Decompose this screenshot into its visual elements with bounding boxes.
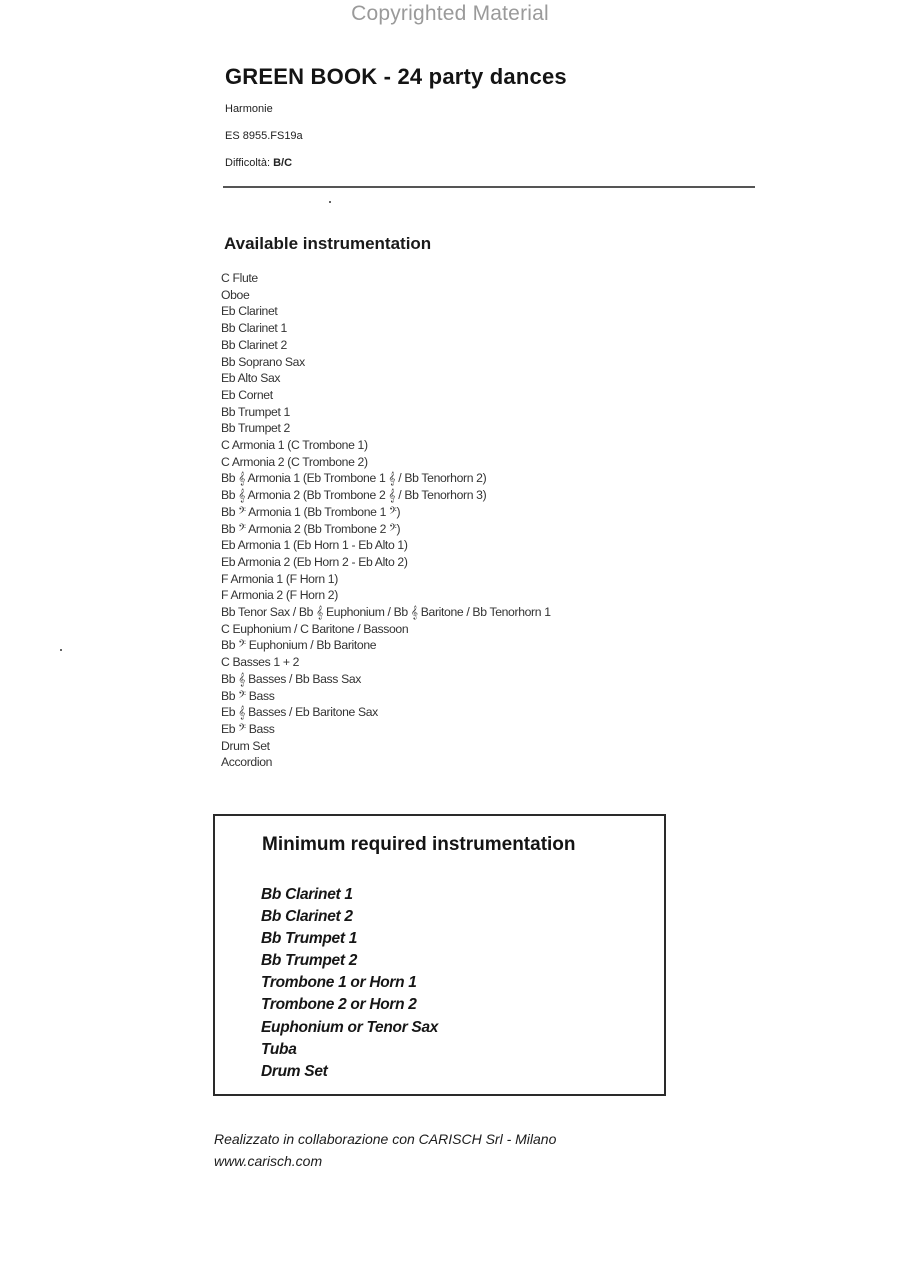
required-instrument-item: Drum Set (261, 1062, 328, 1080)
instrument-item: C Armonia 1 (C Trombone 1) (221, 438, 368, 453)
instrument-item: F Armonia 2 (F Horn 2) (221, 588, 338, 603)
required-instrument-item: Trombone 1 or Horn 1 (261, 974, 417, 992)
instrument-item: Bb 𝄢 Bass (221, 688, 275, 703)
speck (60, 649, 62, 651)
required-instrument-item: Bb Clarinet 2 (261, 908, 353, 926)
difficulty-value: B/C (273, 157, 293, 169)
instrument-item: Bb Clarinet 2 (221, 337, 287, 352)
instrument-item: C Flute (221, 271, 258, 285)
required-instrument-item: Euphonium or Tenor Sax (261, 1018, 439, 1036)
instrument-item: F Armonia 1 (F Horn 1) (221, 571, 338, 586)
instrument-item: Bb 𝄞 Basses / Bb Bass Sax (221, 671, 362, 686)
required-instrument-item: Bb Trumpet 1 (261, 930, 358, 948)
copyright-watermark: Copyrighted Material (351, 2, 549, 25)
instrument-item: Bb Tenor Sax / Bb 𝄞 Euphonium / Bb 𝄞 Baritone / Bb Tenorhorn 1 (221, 605, 551, 620)
footer-url[interactable]: www.carisch.com (214, 1153, 323, 1169)
minimum-instrumentation-heading: Minimum required instrumentation (262, 834, 576, 855)
instrument-item: Bb Clarinet 1 (221, 321, 287, 336)
required-instrument-item: Bb Clarinet 1 (261, 886, 353, 903)
instrument-item: Oboe (221, 287, 250, 302)
difficulty-label: Difficoltà: (225, 157, 271, 169)
instrument-item: Eb Clarinet (221, 304, 278, 319)
instrument-item: C Basses 1 + 2 (221, 655, 300, 670)
instrument-item: Eb Armonia 2 (Eb Horn 2 - Eb Alto 2) (221, 554, 408, 569)
catalog-code: ES 8955.FS19a (225, 130, 303, 142)
available-instrumentation-list (221, 270, 551, 771)
difficulty-line (225, 157, 292, 169)
minimum-instrumentation-list (261, 884, 438, 1083)
instrument-item: Bb Soprano Sax (221, 354, 305, 369)
instrument-item: Bb 𝄢 Armonia 1 (Bb Trombone 1 𝄢) (221, 504, 401, 519)
instrument-item: Eb Armonia 1 (Eb Horn 1 - Eb Alto 1) (221, 538, 408, 553)
required-instrument-item: Bb Trumpet 2 (261, 952, 358, 970)
ensemble-label: Harmonie (225, 103, 273, 115)
page-title: GREEN BOOK - 24 party dances (225, 64, 567, 89)
instrument-item: Eb Alto Sax (221, 371, 281, 386)
instrument-item: Bb 𝄞 Armonia 1 (Eb Trombone 1 𝄞 / Bb Tenorhorn 2) (221, 471, 487, 486)
instrument-item: Eb Cornet (221, 387, 273, 402)
instrument-item: Accordion (221, 755, 273, 770)
header-divider (223, 186, 755, 188)
required-instrument-item: Trombone 2 or Horn 2 (261, 996, 417, 1014)
instrument-item: Eb 𝄢 Bass (221, 721, 275, 736)
instrument-item: Eb 𝄞 Basses / Eb Baritone Sax (221, 705, 378, 720)
footer-credit: Realizzato in collaborazione con CARISCH Srl - Milano (214, 1131, 557, 1147)
instrument-item: Drum Set (221, 738, 270, 753)
instrument-item: Bb 𝄢 Armonia 2 (Bb Trombone 2 𝄢) (221, 521, 401, 536)
instrument-item: Bb 𝄞 Armonia 2 (Bb Trombone 2 𝄞 / Bb Tenorhorn 3) (221, 488, 487, 503)
required-instrument-item: Tuba (261, 1040, 297, 1058)
instrument-item: C Armonia 2 (C Trombone 2) (221, 454, 368, 469)
instrument-item: C Euphonium / C Baritone / Bassoon (221, 621, 409, 636)
minimum-instrumentation-box (213, 814, 666, 1096)
speck (329, 201, 331, 203)
available-instrumentation-heading: Available instrumentation (224, 234, 432, 253)
instrument-item: Bb Trumpet 1 (221, 404, 290, 419)
instrument-item: Bb 𝄢 Euphonium / Bb Baritone (221, 638, 377, 653)
instrument-item: Bb Trumpet 2 (221, 421, 290, 436)
